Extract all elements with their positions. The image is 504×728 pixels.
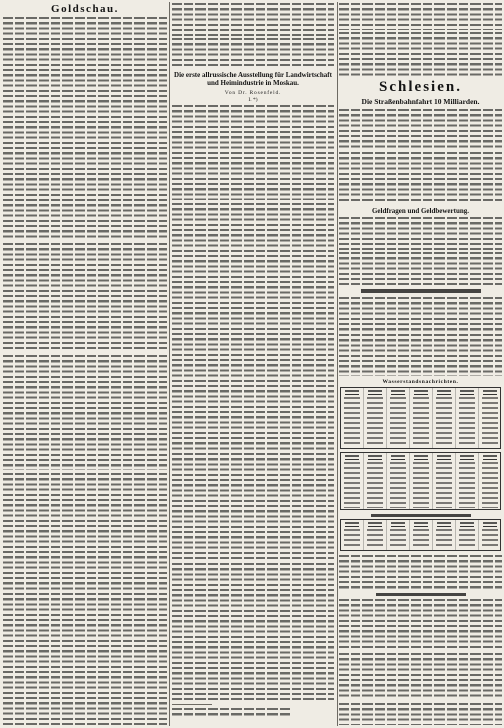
weather-table (340, 519, 501, 551)
article-text-block (339, 109, 502, 150)
article-text-block (172, 563, 334, 700)
table-cells (341, 462, 500, 508)
table-header-row (341, 388, 500, 395)
article-text-block (3, 121, 167, 240)
table-title: Wasserstandsnachrichten. (382, 379, 459, 385)
article-text-block (339, 3, 502, 30)
table-header-row (341, 453, 500, 460)
footnote-separator (172, 704, 212, 705)
article-text-block (172, 105, 334, 200)
middle-article-heading: Die erste allrussische Ausstellung für Landwirtschaft und Heimindustrie in Moskau. (174, 71, 332, 87)
column-rule (337, 2, 338, 726)
article-text-block (339, 152, 502, 204)
article-heading: Geldfragen und Geldbewertung. (371, 207, 470, 215)
table-cells (341, 397, 500, 447)
article-text-block (172, 3, 334, 36)
article-text-block (172, 453, 334, 560)
article-heading-illegible (361, 289, 481, 293)
article-text-block (339, 252, 502, 285)
section-heading: Schlesien. (379, 79, 462, 95)
article-text-block (3, 593, 167, 725)
article-byline: Von Dr. Rosenfeld. (224, 90, 282, 96)
article-text-block (3, 17, 167, 118)
article-text-block (172, 203, 334, 330)
article-text-block (339, 653, 502, 700)
article-text-block (339, 555, 502, 590)
article-text-block (339, 703, 502, 725)
market-price-table (340, 452, 501, 510)
table-header-row (341, 520, 500, 527)
article-text-block (3, 355, 167, 470)
left-column-heading: Goldschau. (51, 3, 119, 15)
table-heading-illegible (371, 514, 471, 517)
article-part-number: I. *) (248, 97, 258, 103)
article-text-block (339, 334, 502, 376)
article-text-block (339, 32, 502, 76)
article-text-block (339, 297, 502, 332)
water-level-table (340, 387, 501, 449)
article-heading: Die Straßenbahnfahrt 10 Milliarden. (361, 98, 480, 106)
article-text-block (3, 473, 167, 590)
article-text-block (3, 243, 167, 352)
article-text-block (172, 333, 334, 450)
footnote-text (172, 708, 292, 716)
column-rule (169, 2, 170, 726)
article-text-block (172, 38, 334, 68)
article-text-block (339, 599, 502, 650)
article-heading-illegible (376, 593, 466, 596)
table-cells (341, 529, 500, 549)
article-text-block (339, 217, 502, 250)
